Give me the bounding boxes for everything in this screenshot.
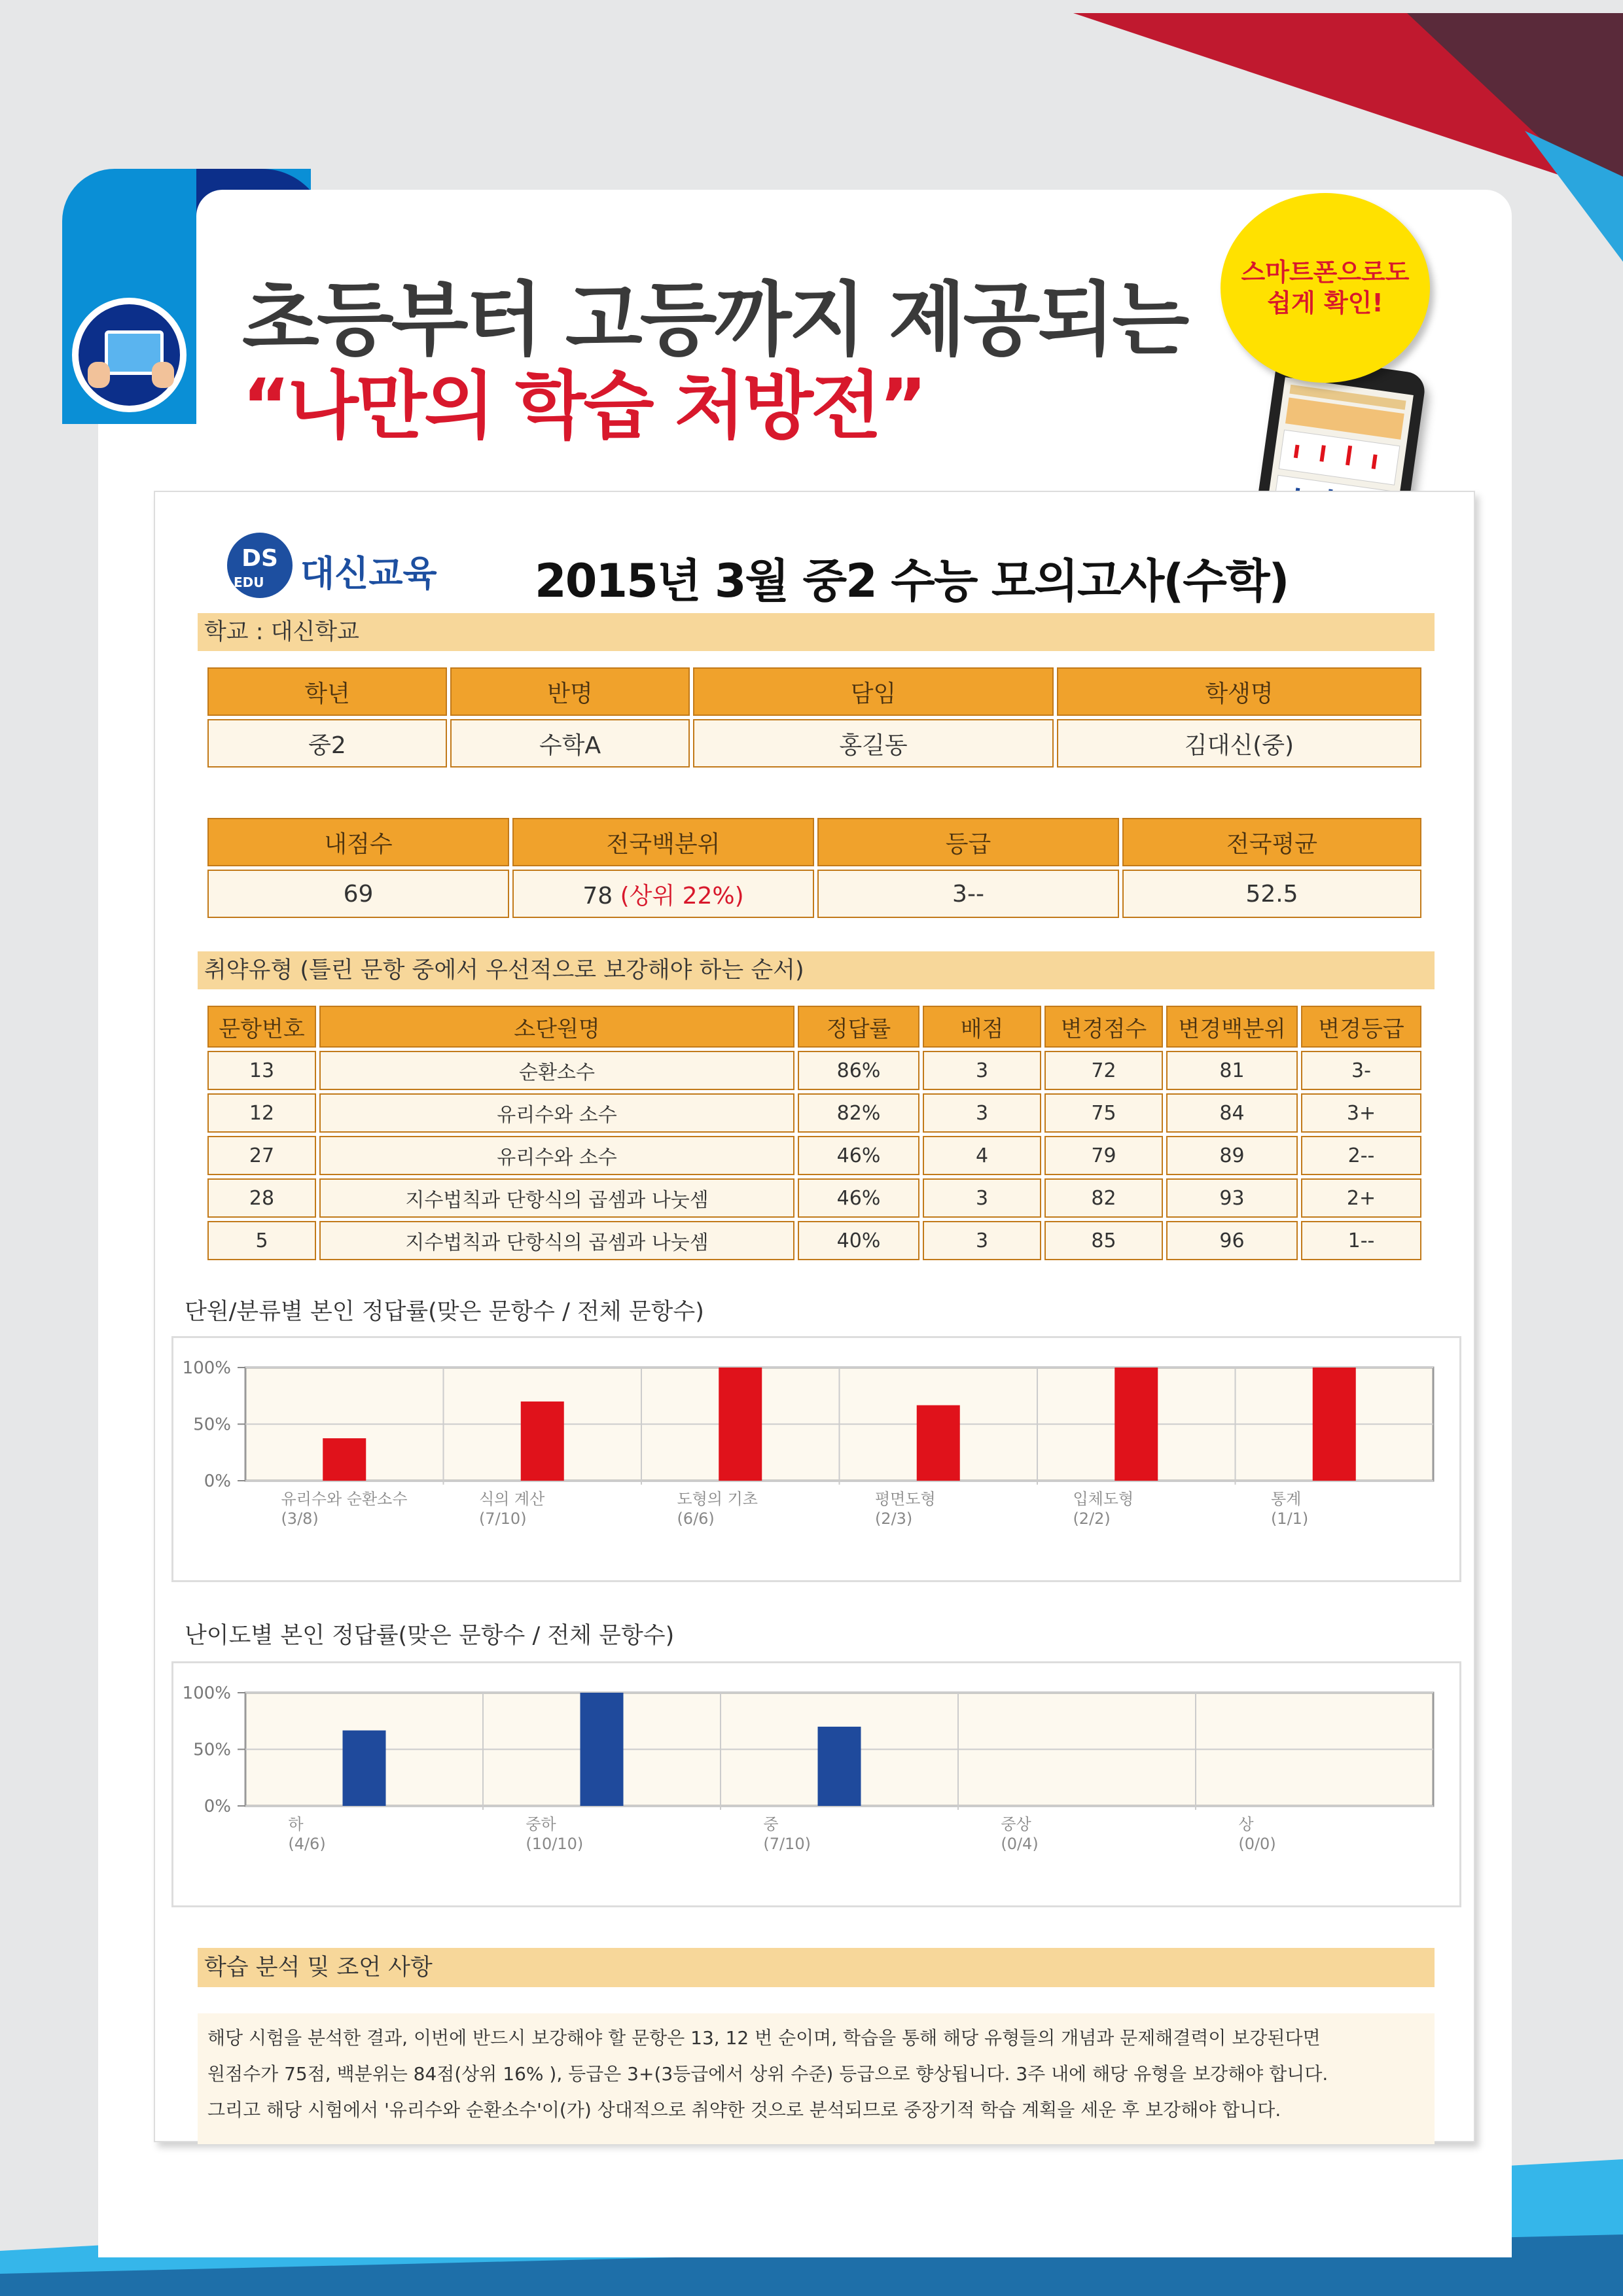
x-tick-sublabel: (1/1) bbox=[1270, 1510, 1309, 1528]
x-tick-sublabel: (3/8) bbox=[281, 1510, 319, 1528]
y-tick-label: 50% bbox=[193, 1740, 231, 1760]
bar bbox=[323, 1438, 366, 1481]
x-tick-sublabel: (0/4) bbox=[1001, 1835, 1039, 1853]
x-tick-sublabel: (7/10) bbox=[478, 1510, 527, 1528]
difficulty-accuracy-chart bbox=[171, 1661, 1461, 1907]
weak-types-table: 문항번호 소단원명 정답률 배점 변경점수 변경백분위 변경등급 13 순환소수 86% 3 72 81 3- 12 유리수와 소수 82% 3 75 84 3+ 27 유리수와 소수 46% 4 79 89 2-- 28 지수법칙과 단항식의 곱셈과 나눗셈 46% 3 82 93 2+ 5 지수법칙과 단항식의 곱셈과 나눗셈 40% 3 85 96 1-- bbox=[204, 1002, 1425, 1263]
bar bbox=[1115, 1368, 1158, 1481]
advice-text: 해당 시험을 분석한 결과, 이번에 반드시 보강해야 할 문항은 13, 12 번 순이며, 학습을 통해 해당 유형들의 개념과 문제해결력이 보강된다면 원점수가 75점, 백분위는 84점(상위 16% ), 등급은 3+(3등급에서 상위 수준) 등급으로 향상됩니다. 3주 내에 해당 유형을 보강해야 합니다. 그리고 해당 시험에서 '유리수와 순환소수'이(가) 상대적으로 취약한 것으로 분석되므로 중장기적 학습 계획을 세운 후 보강해야 합니다. bbox=[198, 2013, 1435, 2144]
x-tick-label: 통계 bbox=[1270, 1490, 1302, 1508]
y-tick-label: 100% bbox=[182, 1684, 231, 1703]
x-tick-sublabel: (7/10) bbox=[763, 1835, 811, 1853]
subheadline: “나만의 학습 처방전” bbox=[242, 364, 925, 449]
x-tick-sublabel: (0/0) bbox=[1238, 1835, 1276, 1853]
bar bbox=[719, 1368, 762, 1481]
table-row: 13 순환소수 86% 3 72 81 3- bbox=[207, 1051, 1421, 1090]
daeshin-logo: DS EDU 대신교육 bbox=[227, 533, 397, 598]
bar bbox=[521, 1402, 564, 1481]
school-label: 학교 : 대신학교 bbox=[198, 613, 1435, 651]
weak-types-label: 취약유형 (틀린 문항 중에서 우선적으로 보강해야 하는 순서) bbox=[198, 951, 1435, 989]
student-info-table: 학년 반명 담임 학생명 중2 수학A 홍길동 김대신(중) bbox=[204, 664, 1425, 771]
my-score: 69 bbox=[207, 870, 509, 918]
x-tick-label: 도형의 기초 bbox=[677, 1490, 758, 1508]
unit-accuracy-chart bbox=[171, 1336, 1461, 1582]
y-tick-label: 100% bbox=[182, 1358, 231, 1378]
x-tick-sublabel: (4/6) bbox=[288, 1835, 326, 1853]
advice-label: 학습 분석 및 조언 사항 bbox=[198, 1948, 1435, 1987]
tablet-icon bbox=[72, 298, 187, 412]
x-tick-label: 중 bbox=[763, 1815, 779, 1833]
table-row: 5 지수법칙과 단항식의 곱셈과 나눗셈 40% 3 85 96 1-- bbox=[207, 1221, 1421, 1260]
x-tick-sublabel: (2/2) bbox=[1073, 1510, 1111, 1528]
grade: 3-- bbox=[817, 870, 1119, 918]
headline: 초등부터 고등까지 제공되는 bbox=[242, 274, 1187, 366]
bar bbox=[818, 1727, 861, 1806]
x-tick-label: 중상 bbox=[1001, 1815, 1031, 1833]
bar bbox=[1313, 1368, 1356, 1481]
x-tick-label: 상 bbox=[1238, 1815, 1254, 1833]
x-tick-label: 식의 계산 bbox=[478, 1490, 545, 1508]
table-row: 27 유리수와 소수 46% 4 79 89 2-- bbox=[207, 1136, 1421, 1175]
bar bbox=[343, 1731, 386, 1806]
x-tick-label: 중하 bbox=[526, 1815, 556, 1833]
x-tick-label: 하 bbox=[288, 1815, 304, 1833]
x-tick-sublabel: (6/6) bbox=[677, 1510, 715, 1528]
y-tick-label: 0% bbox=[204, 1797, 231, 1816]
smartphone-callout: 스마트폰으로도 쉽게 확인! bbox=[1221, 193, 1430, 383]
bar bbox=[917, 1405, 960, 1481]
bar bbox=[580, 1693, 624, 1806]
x-tick-label: 평면도형 bbox=[874, 1490, 936, 1508]
national-average: 52.5 bbox=[1122, 870, 1421, 918]
report-panel bbox=[154, 491, 1475, 2142]
y-tick-label: 0% bbox=[204, 1472, 231, 1491]
x-tick-label: 입체도형 bbox=[1073, 1490, 1134, 1508]
national-percentile: 78 (상위 22%) bbox=[512, 870, 814, 918]
x-tick-label: 유리수와 순환소수 bbox=[281, 1490, 408, 1508]
report-title: 2015년 3월 중2 수능 모의고사(수학) bbox=[535, 554, 1289, 608]
chart2-title: 난이도별 본인 정답률(맞은 문항수 / 전체 문항수) bbox=[185, 1623, 675, 1649]
x-tick-sublabel: (2/3) bbox=[874, 1510, 913, 1528]
x-tick-sublabel: (10/10) bbox=[526, 1835, 584, 1853]
table-row: 28 지수법칙과 단항식의 곱셈과 나눗셈 46% 3 82 93 2+ bbox=[207, 1178, 1421, 1218]
score-table: 내점수 전국백분위 등급 전국평균 69 78 (상위 22%) 3-- 52.5 bbox=[204, 815, 1425, 921]
table-row: 12 유리수와 소수 82% 3 75 84 3+ bbox=[207, 1093, 1421, 1133]
y-tick-label: 50% bbox=[193, 1415, 231, 1435]
chart1-title: 단원/분류별 본인 정답률(맞은 문항수 / 전체 문항수) bbox=[185, 1299, 704, 1325]
